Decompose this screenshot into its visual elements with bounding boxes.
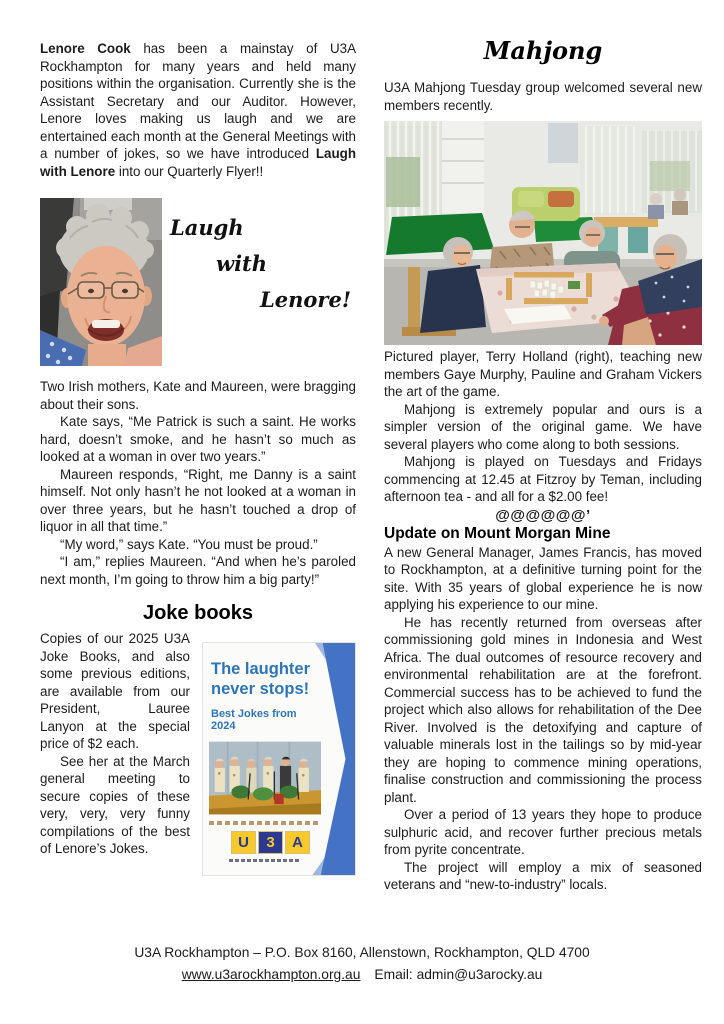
lenore-intro-paragraph [40,40,356,180]
joke-books-section [40,630,356,876]
mahjong-intro-paragraph: U3A Mahjong Tuesday group welcomed several new members recently. [384,80,702,113]
joke-paragraph: “I am,” replies Maureen. “And when he’s paroled next month, I’m going to throw him a big party!” [40,554,356,587]
lenore-photo [40,198,162,366]
script-line-laugh: Laugh [170,215,244,240]
joke-paragraph: Maureen responds, “Right, me Danny is a saint himself. Not only hasn’t he not looked at a woman in over three years, but he hasn’t touched a drop of liquor in all that time.” [40,466,356,534]
joke-paragraph: Two Irish mothers, Kate and Maureen, were bragging about their sons. [40,379,356,412]
mine-paragraph: The project will employ a mix of seasoned veterans and “new-to-industry” locals. [384,859,702,892]
mahjong-caption-paragraph: Pictured player, Terry Holland (right), teaching new members Gaye Murphy, Pauline and Graham Vickers the art of the game. [384,349,702,399]
website-link[interactable]: www.u3arockhampton.org.au [181,967,361,982]
lenore-name-lead: Lenore Cook [40,41,131,56]
joke-books-heading: Joke books [142,602,254,624]
lenore-photo-row [40,198,356,370]
mahjong-paragraph: Mahjong is extremely popular and ours is a simpler version of the original game. We have several players who come along to both sessions. [384,401,702,452]
footer-address-line: U3A Rockhampton – P.O. Box 8160, Allenstown, Rockhampton, QLD 4700 [134,945,590,960]
joke-books-text [40,630,190,858]
irish-mothers-joke [40,378,356,588]
page-footer [0,942,724,986]
script-line-with: with [216,251,268,276]
laugh-with-lenore-bold: Laugh with Lenore [40,146,356,179]
mount-morgan-heading: Update on Mount Morgan Mine [384,524,611,542]
right-column [384,32,702,894]
mahjong-paragraph: Mahjong is played on Tuesdays and Fridays commencing at 12.45 at Fitzroy by Teman, including afternoon tea - and all for a $2.00 fee! [384,454,702,504]
lenore-intro-text-b: into our Quarterly Flyer!! [115,163,264,179]
cover-performers-photo [209,740,321,816]
mine-paragraph: He has recently returned from overseas after commissioning gold mines in Indonesia and West Africa. The dual outcomes of resource recovery and environmental rehabilitation are at the forefront. Commercial success has to be achieved to fund the project which also allows for rehabilitation of the Dee River. Involved is the detoxifying and capture of valuable minerals lost in the tailings so by mid-year they are hoping to commence mining operations, finalise construction and commissioning the process plant. [384,614,702,805]
u3a-logo-letter: 3 [258,831,283,854]
joke-book-cover [202,642,356,876]
joke-books-paragraph: Copies of our 2025 U3A Joke Books, and also some previous editions, are available from our President, Lauree Lanyon at the special price of $2 each. [40,631,190,751]
cover-caption-blur [209,821,321,825]
at-symbols-divider: @@@@@@’ [495,506,591,524]
cover-org-blur [229,859,299,862]
cover-title: The laughter never stops! [211,660,311,698]
laugh-with-lenore-script [170,216,351,312]
mahjong-group-photo [384,121,702,345]
footer-contact-line [0,964,724,986]
u3a-logo-letter: U [231,831,256,854]
mine-paragraph: Over a period of 13 years they hope to produce sulphuric acid, and recover further precious metals from pyrite concentrate. [384,807,702,857]
joke-paragraph: “My word,” says Kate. “You must be proud.” [60,536,318,552]
left-column [40,40,356,876]
joke-paragraph: Kate says, “Me Patrick is such a saint. He works hard, doesn’t smoke, and he hasn’t so much as looked at a woman in over two years.” [40,414,356,464]
cover-subtitle: Best Jokes from 2024 [211,708,297,732]
joke-books-paragraph: See her at the March general meeting to secure copies of these very, very, very funny compilations of the best of Lenore’s Jokes. [40,753,190,856]
footer-email: Email: admin@u3arocky.au [374,967,543,982]
lenore-portrait-illustration [40,198,162,366]
script-line-lenore: Lenore! [260,287,352,312]
mine-paragraph: A new General Manager, James Francis, has moved to Rockhampton, at a definitive turning point for the site. With 35 years of global experience he is now applying his experience to our mine. [384,544,702,612]
u3a-logo-letter: A [285,831,310,854]
mahjong-heading: Mahjong [483,36,603,65]
lenore-intro-text-a: has been a mainstay of U3A Rockhampton for many years and held many positions within the organisation. Currently she is the Assistant Secretary and our Auditor. However, Lenore loves making us laugh and we are entertained each month at the General Meetings with a number of jokes, so we have introduced [40,41,356,161]
